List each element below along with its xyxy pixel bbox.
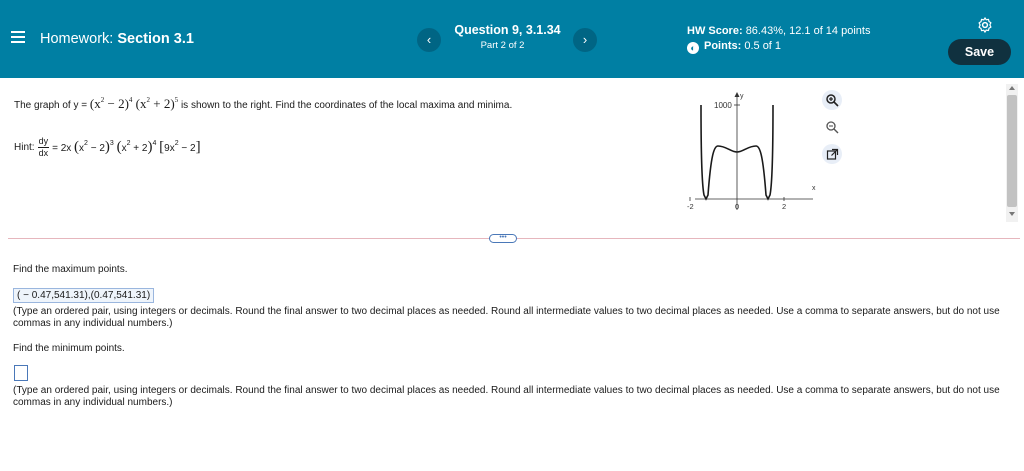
derivative-denominator: dx	[38, 148, 49, 158]
problem-tail: is shown to the right. Find the coordinates of the local maxima and minima.	[180, 100, 513, 111]
derivative-expression: = 2x $(x^2 - 2)^3$ $(x^2 + 2)^4$ $[9x^2 - 2]$	[52, 139, 201, 155]
y-tick-label: 1000	[714, 101, 732, 110]
hint-label: Hint:	[14, 142, 35, 153]
points-value: 0.5 of 1	[744, 40, 782, 52]
gear-icon[interactable]	[976, 16, 994, 34]
zoom-out-icon[interactable]	[822, 117, 842, 137]
points-label: Points:	[704, 40, 742, 52]
zoom-in-icon[interactable]	[822, 90, 842, 110]
scrollbar-thumb[interactable]	[1007, 95, 1017, 207]
previous-question-button[interactable]: ‹	[417, 28, 441, 52]
derivative-numerator: dy	[38, 136, 49, 146]
minimum-prompt: Find the minimum points.	[13, 343, 125, 354]
minimum-instructions: (Type an ordered pair, using integers or decimals. Round the final answer to two decimal places as needed. Round all intermediate values to two decimal places as needed. Use a comma to separate answers, but do not use commas in any individual numbers.)	[13, 385, 1000, 408]
homework-title	[40, 31, 194, 47]
function-graph	[670, 90, 820, 215]
scroll-up-arrow-icon[interactable]	[1009, 86, 1015, 90]
hw-score-value: 86.43%, 12.1 of 14 points	[745, 25, 871, 37]
top-bar	[0, 0, 1024, 78]
y-axis-arrow	[735, 92, 740, 97]
x-tick-label: -2	[687, 202, 694, 211]
hw-score	[687, 25, 870, 37]
x-axis-label: x	[812, 185, 816, 192]
function-expression: $(x^2 - 2)^4$ $(x^2 + 2)^5$	[89, 96, 179, 111]
derivative-fraction	[38, 136, 50, 159]
open-in-new-window-icon[interactable]	[822, 144, 842, 164]
maximum-instructions: (Type an ordered pair, using integers or decimals. Round the final answer to two decimal places as needed. Round all intermediate values to two decimal places as needed. Use a comma to separate answers, but do not use commas in any individual numbers.)	[13, 306, 1000, 329]
next-question-button[interactable]: ›	[573, 28, 597, 52]
minimum-answer-field[interactable]	[14, 365, 28, 381]
expand-more-button[interactable]: •••	[489, 234, 517, 243]
problem-statement	[14, 94, 534, 112]
homework-prefix: Homework:	[40, 31, 114, 47]
x-tick-label: 2	[782, 202, 787, 211]
homework-section: Section 3.1	[117, 31, 194, 47]
maximum-answer-field[interactable]: ( − 0.47,541.31),(0.47,541.31)	[13, 288, 154, 303]
scroll-down-arrow-icon[interactable]	[1009, 212, 1015, 216]
question-title: Question 9, 3.1.34	[454, 23, 561, 37]
x-tick-label: 0	[735, 202, 740, 211]
menu-icon[interactable]	[11, 31, 25, 43]
problem-lead: The graph of y =	[14, 100, 88, 111]
hint	[14, 136, 201, 159]
maximum-prompt: Find the maximum points.	[13, 264, 128, 275]
save-button[interactable]: Save	[948, 39, 1011, 65]
y-axis-label: y	[740, 93, 744, 100]
question-points	[687, 40, 781, 54]
question-part: Part 2 of 2	[480, 40, 525, 51]
partial-credit-icon: ◐	[687, 42, 699, 54]
hw-score-label: HW Score:	[687, 25, 743, 37]
